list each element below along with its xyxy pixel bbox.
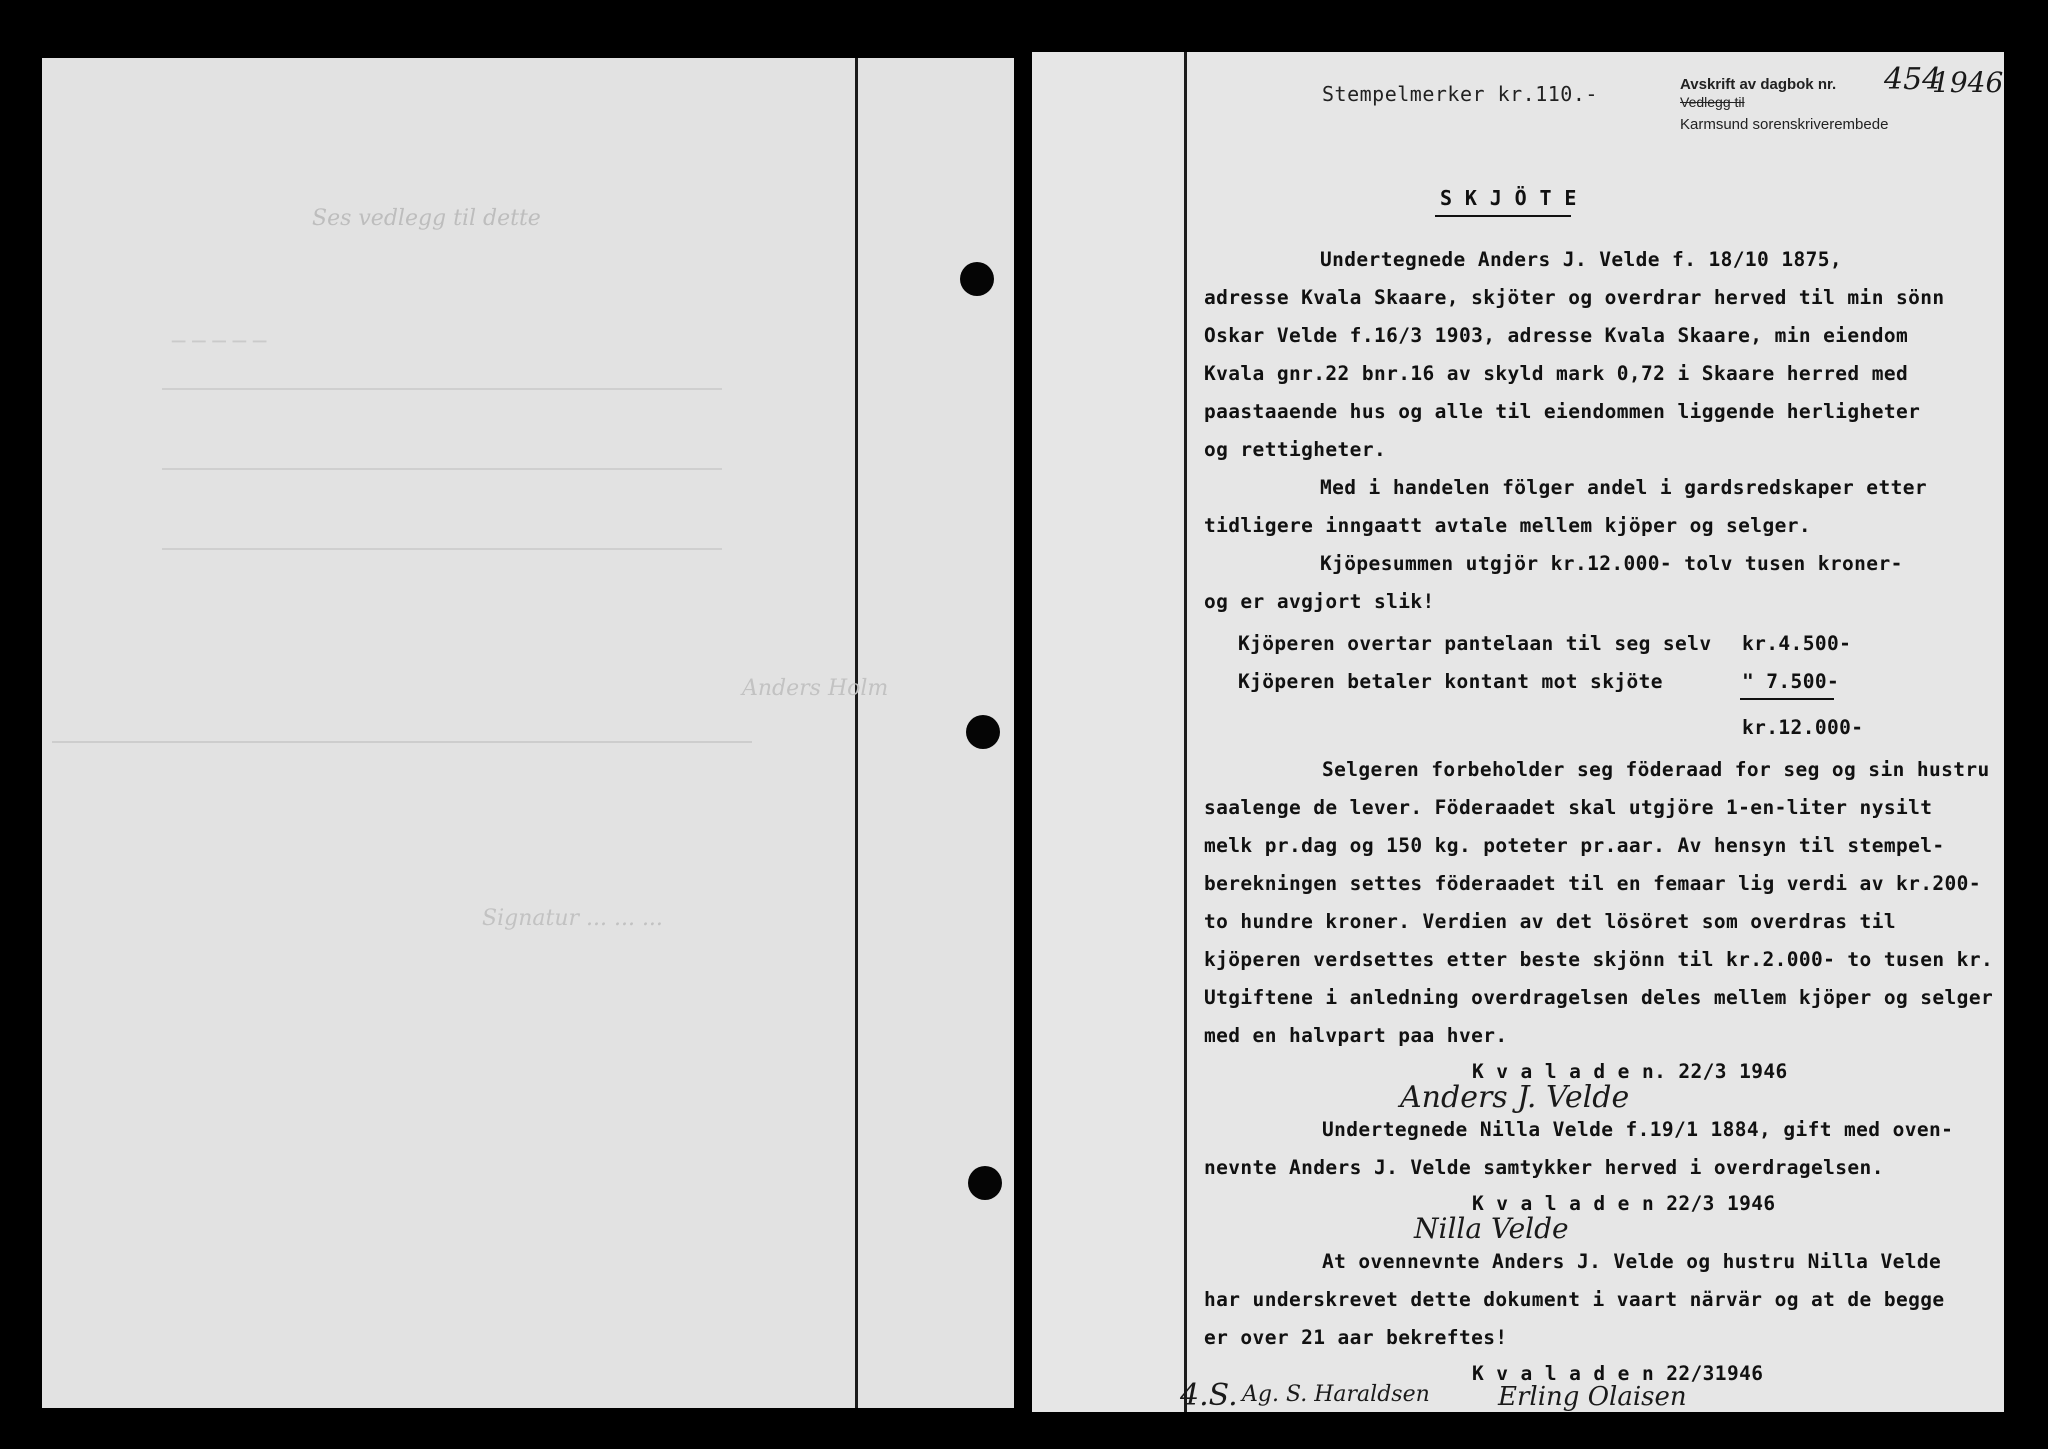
office-stamp-line: Karmsund sorenskriverembede xyxy=(1680,116,1889,133)
margin-line xyxy=(855,58,858,1408)
office-stamp-line: Avskrift av dagbok nr. xyxy=(1680,76,1837,93)
body-line: Oskar Velde f.16/3 1903, adresse Kvala Skaare, min eiendom xyxy=(1204,324,1909,347)
binding-hole xyxy=(966,715,1000,749)
place-date: K v a l a d e n 22/3 1946 xyxy=(1472,1192,1776,1215)
margin-line xyxy=(1184,52,1187,1412)
payment-label: Kjöperen overtar pantelaan til seg selv xyxy=(1238,632,1712,655)
entry-year: 1946 xyxy=(1932,66,2004,99)
bleed-through-text: Ses vedlegg til dette xyxy=(312,206,541,231)
payment-amount: " 7.500- xyxy=(1742,670,1840,693)
margin-initials: 4.S. xyxy=(1180,1378,1238,1413)
office-stamp-struck: Vedlegg til xyxy=(1680,94,1745,110)
body-line: Undertegnede Anders J. Velde f. 18/10 1875, xyxy=(1320,248,1843,271)
body-line: Undertegnede Nilla Velde f.19/1 1884, gift med oven- xyxy=(1322,1118,1954,1141)
body-line: med en halvpart paa hver. xyxy=(1204,1024,1508,1047)
body-line: nevnte Anders J. Velde samtykker herved i overdragelsen. xyxy=(1204,1156,1884,1179)
body-line: Med i handelen fölger andel i gardsredskaper etter xyxy=(1320,476,1927,499)
body-line: og er avgjort slik! xyxy=(1204,590,1435,613)
body-line: har underskrevet dette dokument i vaart närvär og at de begge xyxy=(1204,1288,1945,1311)
body-line: og rettigheter. xyxy=(1204,438,1387,461)
signature-anders: Anders J. Velde xyxy=(1400,1080,1630,1115)
body-line: er over 21 aar bekreftes! xyxy=(1204,1326,1508,1349)
payment-amount: kr.4.500- xyxy=(1742,632,1852,655)
bleed-through-rule xyxy=(162,468,722,470)
binding-hole xyxy=(968,1166,1002,1200)
body-line: tidligere inngaatt avtale mellem kjöper og selger. xyxy=(1204,514,1811,537)
stamp-marks-text: Stempelmerker kr.110.- xyxy=(1322,82,1598,106)
binding-hole xyxy=(960,262,994,296)
body-line: Kjöpesummen utgjör kr.12.000- tolv tusen kroner- xyxy=(1320,552,1903,575)
bleed-through-rule xyxy=(162,388,722,390)
witness-signature: Erling Olaisen xyxy=(1498,1382,1687,1412)
body-line: paastaaende hus og alle til eiendommen liggende herligheter xyxy=(1204,400,1921,423)
document-title: S K J Ö T E xyxy=(1440,186,1577,210)
body-line: Kvala gnr.22 bnr.16 av skyld mark 0,72 i Skaare herred med xyxy=(1204,362,1909,385)
body-line: saalenge de lever. Föderaadet skal utgjöre 1-en-liter nysilt xyxy=(1204,796,1933,819)
witness-signature: Ag. S. Haraldsen xyxy=(1242,1382,1430,1407)
payment-label: Kjöperen betaler kontant mot skjöte xyxy=(1238,670,1663,693)
place-date: K v a l a d e n 22/31946 xyxy=(1472,1362,1764,1385)
body-line: Selgeren forbeholder seg föderaad for seg og sin hustru xyxy=(1322,758,1990,781)
left-page xyxy=(42,58,1014,1408)
bleed-through-text: Anders Holm xyxy=(742,676,889,701)
title-underline xyxy=(1435,215,1571,217)
bleed-through-text: ─ ─ ─ ─ ─ xyxy=(172,330,267,355)
place-date: K v a l a d e n. 22/3 1946 xyxy=(1472,1060,1788,1083)
body-line: berekningen settes föderaadet til en femaar lig verdi av kr.200- xyxy=(1204,872,1981,895)
body-line: to hundre kroner. Verdien av det lösöret som overdras til xyxy=(1204,910,1896,933)
body-line: adresse Kvala Skaare, skjöter og overdrar herved til min sönn xyxy=(1204,286,1945,309)
entry-number: 454 xyxy=(1884,62,1942,97)
payment-total: kr.12.000- xyxy=(1742,716,1864,739)
body-line: kjöperen verdsettes etter beste skjönn til kr.2.000- to tusen kr. xyxy=(1204,948,1994,971)
signature-nilla: Nilla Velde xyxy=(1414,1212,1569,1245)
sum-rule xyxy=(1740,698,1834,700)
body-line: Utgiftene i anledning overdragelsen deles mellem kjöper og selger xyxy=(1204,986,1994,1009)
right-page xyxy=(1032,52,2004,1412)
bleed-through-rule xyxy=(162,548,722,550)
body-line: melk pr.dag og 150 kg. poteter pr.aar. Av hensyn til stempel- xyxy=(1204,834,1945,857)
bleed-through-text: Signatur ... ... ... xyxy=(482,906,663,931)
bleed-through-rule xyxy=(52,741,752,743)
body-line: At ovennevnte Anders J. Velde og hustru Nilla Velde xyxy=(1322,1250,1942,1273)
